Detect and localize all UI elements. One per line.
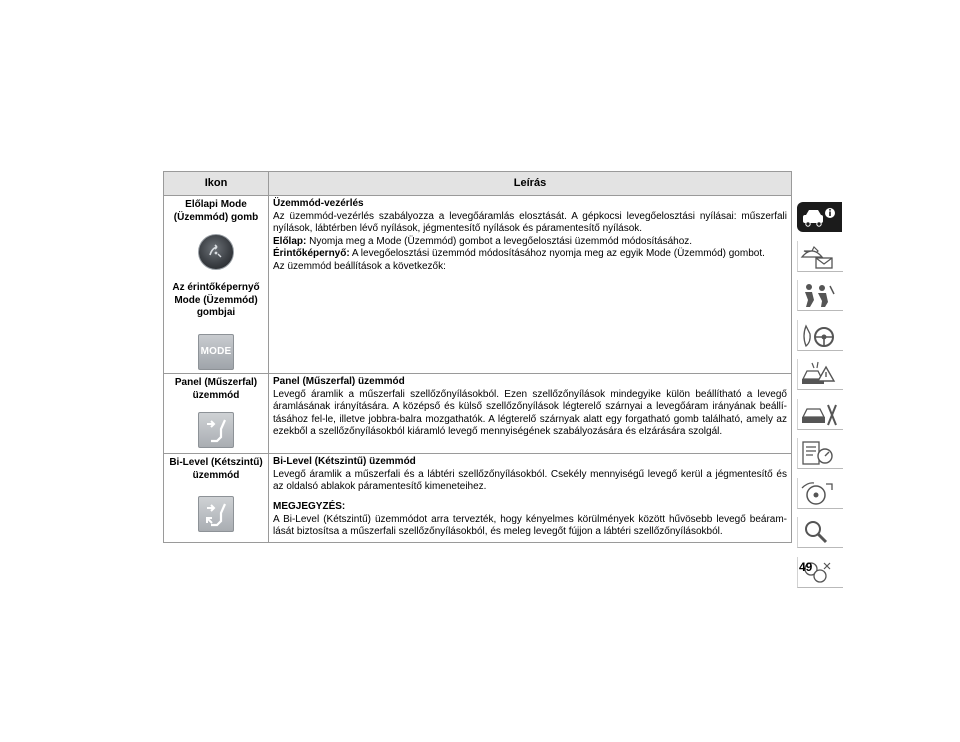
airbag-seatbelt-icon: [798, 280, 843, 310]
search-magnifier-icon: [798, 517, 843, 547]
row-title: Üzemmód-vezérlés: [273, 198, 364, 209]
row-text: Levegő áramlik a műszerfali és a lábtéri szellőzőnyílásokból. Csekély mennyiségű levegő kerül a jégmentesítő és az oldalsó ablakok páramentesítő kimeneteihez.: [273, 468, 787, 493]
page-number: 49: [799, 560, 813, 574]
description-cell: [269, 454, 792, 543]
row-title: Bi-Level (Kétszintű) üzemmód: [273, 456, 416, 468]
table-row: [164, 196, 792, 374]
icon-cell: [164, 196, 269, 374]
bilevel-mode-label: Bi-Level (Kétszintű) üzemmód: [169, 457, 263, 481]
car-service-tools-icon: [798, 399, 843, 429]
tab-safety[interactable]: [797, 280, 843, 311]
touchscreen-paragraph: [273, 248, 787, 261]
table-row: [164, 373, 792, 453]
tab-multimedia[interactable]: [797, 478, 843, 509]
mode-button-icon: MODE: [198, 334, 234, 370]
tab-index[interactable]: [797, 517, 843, 548]
row-title: Panel (Műszerfal) üzemmód: [273, 375, 405, 387]
row-text: Levegő áramlik a műszerfali szellőzőnyílásokból. Ezen szellőzőnyílások mindegyike külön beállítható a levegő áramlásának irányítására. A középső és külső szellőzőnyílások légterelő szárnyai a levegőáram irányának beállí-tásához fel-le, illetve jobbra-balra mozgathatók. A légterelő szárnyak alatt egy forgatható gomb található, amely az ezekből a szellőzőnyílásokból kiáramló levegő mennyiségének szabályozására és elzárására szolgál.: [273, 388, 787, 438]
mode-description-table: [163, 171, 792, 543]
car-info-icon: [797, 202, 842, 232]
tab-starting-driving[interactable]: [797, 320, 843, 351]
fuel-steering-wheel-icon: [798, 320, 843, 350]
tab-car-info[interactable]: [797, 202, 842, 232]
chapter-tabs: [797, 202, 842, 596]
row-text: Az üzemmód-vezérlés szabályozza a levegőáramlás elosztását. A gépkocsi levegőelosztási nyílásai: műszerfali nyílások, lábtérben lévő nyílások, jégmentesítő nyílások és páramentesítő nyílások.: [273, 210, 787, 235]
description-cell: [269, 196, 792, 374]
car-crash-warning-icon: [798, 359, 843, 389]
table-row: [164, 454, 792, 543]
note-title: MEGJEGYZÉS:: [273, 500, 346, 512]
note-text: A Bi-Level (Kétszintű) üzemmódot arra tervezték, hogy kényelmes körülmények között hűvösebb levegő beáram-lását biztosítsa a műszerfali szellőzőnyílásokból, és meleg levegőt fújjon a lábtéri szellőzőnyílásokból.: [273, 513, 787, 538]
specifications-gauge-icon: [798, 438, 843, 468]
table-header-row: [164, 172, 792, 196]
front-panel-label: Előlap:: [273, 235, 307, 247]
panel-mode-icon: [198, 412, 234, 448]
settings-intro: Az üzemmód beállítások a következők:: [273, 260, 446, 272]
header-description: Leírás: [269, 172, 792, 196]
tab-emergency[interactable]: [797, 359, 843, 390]
panel-mode-label: Panel (Műszerfal) üzemmód: [174, 376, 258, 401]
touchscreen-mode-label: Az érintőképernyő Mode (Üzemmód) gombjai: [172, 282, 260, 319]
description-cell: [269, 373, 792, 453]
dashboard-lights-message-icon: [798, 241, 843, 271]
front-panel-text: Nyomja meg a Mode (Üzemmód) gombot a levegőelosztási üzemmód módosításához.: [306, 235, 693, 247]
tab-specifications[interactable]: [797, 438, 843, 469]
touchscreen-text: A levegőelosztási üzemmód módosításához nyomja meg az egyik Mode (Üzemmód) gombot.: [349, 248, 765, 260]
icon-cell: [164, 373, 269, 453]
front-panel-mode-label: Előlapi Mode (Üzemmód) gomb: [173, 199, 259, 223]
mode-knob-icon: [198, 234, 234, 270]
tab-service[interactable]: [797, 399, 843, 430]
tab-dashboard-lights[interactable]: [797, 241, 843, 272]
header-icon: Ikon: [164, 172, 269, 196]
icon-cell: [164, 454, 269, 543]
front-panel-paragraph: [273, 236, 787, 249]
bilevel-mode-icon: [198, 496, 234, 532]
touchscreen-label: Érintőképernyő:: [273, 248, 350, 260]
multimedia-disc-icon: [798, 478, 843, 508]
